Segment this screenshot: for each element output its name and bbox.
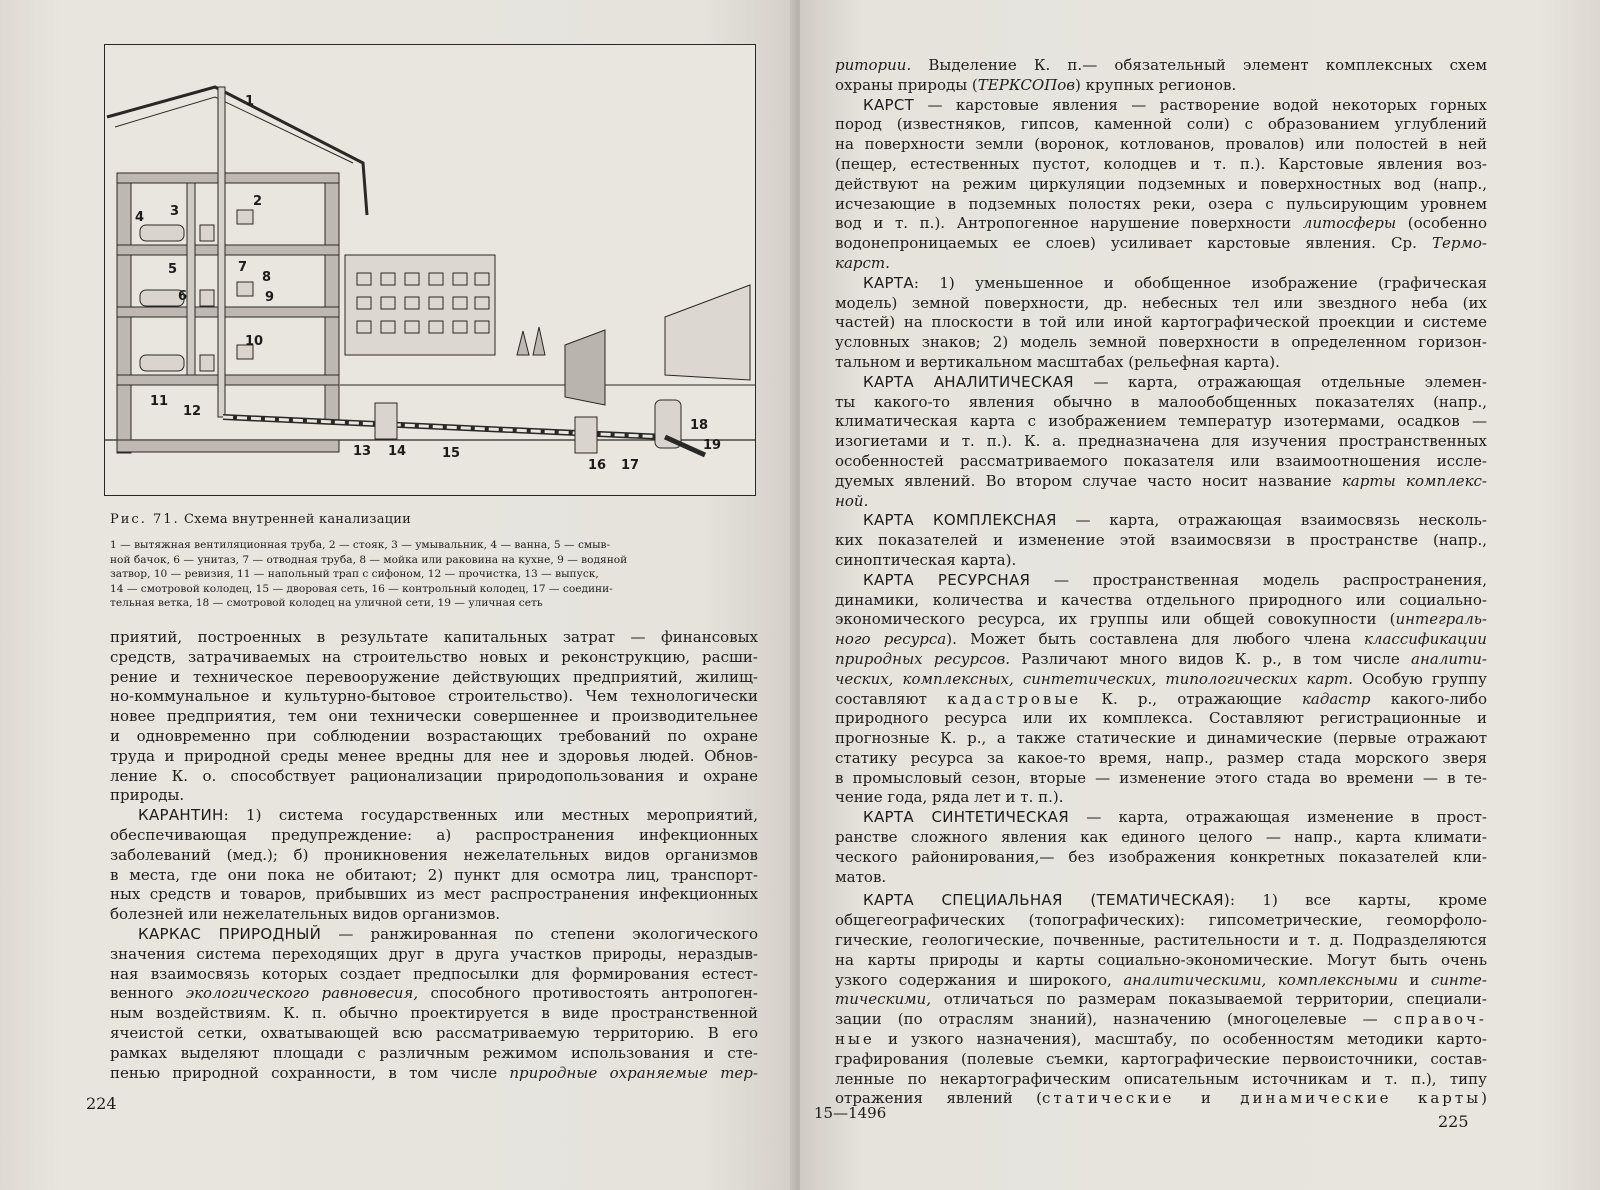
text-fragment: дуемых явлений. Во втором случае часто носит название (835, 471, 1342, 490)
term-link: аналитическими, комплексными (1123, 970, 1398, 989)
term-link: ТЕРКСОПов (977, 75, 1076, 94)
text-line: условных знаков; 2) модель земной поверхности в определенном горизон- (835, 333, 1487, 352)
text-fragment: узкого содержания и широкого, (835, 970, 1124, 989)
legend-line: тельная ветка, 18 — смотровой колодец на уличной сети, 19 — уличная сеть (110, 597, 543, 610)
text-line: общегеографических (топографических): гипсометрические, геоморфоло- (835, 911, 1487, 930)
text-fragment: зации (по отраслям знаний), назначению (многоцелевые — (835, 1010, 1394, 1029)
text-fragment: : 1) уменьшенное и обобщенное изображение (графическая (913, 273, 1487, 292)
spaced-term: кадастровые (947, 689, 1082, 708)
text-fragment: ) (1481, 1089, 1488, 1108)
text-line: ких показателей и изменение этой взаимосвязи в пространстве (напр., (835, 531, 1487, 550)
text-fragment: — карстовые явления — растворение водой некоторых горных (914, 95, 1487, 114)
text-line: — ранжированная по степени экологического (321, 924, 758, 943)
text-fragment: (особенно (1396, 214, 1487, 233)
text-line (835, 214, 1487, 234)
term-karta-kompl: КАРТА КОМПЛЕКСНАЯ (863, 511, 1057, 530)
fig-label-19: 19 (703, 438, 722, 453)
term-karst: КАРСТ (863, 95, 915, 114)
page-number-right: 225 (1438, 1112, 1469, 1131)
text-line: ление К. о. способствует рационализации природопользования и охране (110, 766, 758, 785)
text-line: графирования (полевые съемки, картографические первоисточники, состав- (835, 1049, 1487, 1068)
fig-label-2: 2 (253, 194, 263, 209)
text-line: : 1) система государственных или местных мероприятий, (223, 806, 758, 825)
fig-label-12: 12 (183, 404, 202, 419)
term-link: интеграль- (1395, 610, 1487, 629)
text-line (835, 254, 1487, 274)
text-fragment: Выделение К. п.— обязательный элемент комплексных схем (911, 56, 1487, 74)
text-line: матов. (835, 867, 887, 886)
term-link: синте- (1430, 970, 1487, 989)
entry-karta-sint (835, 808, 1487, 828)
fig-label-1: 1 (245, 94, 255, 109)
sewerage-diagram (104, 44, 756, 496)
text-line: природного ресурса или их комплекса. Составляют регистрационные и (835, 709, 1487, 728)
term-link: карты комплекс- (1341, 471, 1487, 490)
text-line: труда и природной среды менее вредны для нее и здоровья людей. Обнов- (110, 746, 758, 765)
fig-label-10: 10 (245, 334, 264, 349)
fig-label-5: 5 (168, 262, 178, 277)
text-line: на карты природы и карты социально-экономические. Могут быть очень (835, 950, 1487, 969)
text-line: ческого районирования,— без изображения конкретных показателей кли- (835, 847, 1487, 866)
entry-karta-analit (835, 373, 1487, 393)
term-karta-analit: КАРТА АНАЛИТИЧЕСКАЯ (863, 372, 1074, 391)
printer-signature: 15—1496 (814, 1104, 887, 1122)
fig-label-8: 8 (262, 270, 272, 285)
text-fragment: отражения явлений ( (835, 1089, 1043, 1108)
text-line: рамках выделяют площади с различным режимом использования и сте- (110, 1043, 758, 1062)
text-line: значения система переходящих друг в друга участков природы, нераздыв- (110, 944, 758, 963)
term-karta-sint: КАРТА СИНТЕТИЧЕСКАЯ (863, 808, 1069, 827)
fig-label-15: 15 (442, 446, 461, 461)
text-fragment: и узкого назначения), масштабу, по особенностям методики карто- (874, 1030, 1487, 1049)
text-line: но-коммунальное и культурно-бытовое строительство). Чем технологически (110, 687, 758, 706)
text-fragment: — карта, отражающая отдельные элемен- (1073, 372, 1487, 391)
text-line: ячеистой сетки, охватывающей всю рассматриваемую территорию. В его (110, 1023, 758, 1042)
text-fragment: венного (110, 984, 186, 1003)
legend-line: затвор, 10 — ревизия, 11 — напольный трап с сифоном, 12 — прочистка, 13 — выпуск, (110, 568, 599, 581)
text-line: в места, где они пока не обитают; 2) пункт для осмотра лиц, транспорт- (110, 865, 758, 884)
term-karta: КАРТА (863, 273, 914, 292)
term-link: экологического равновесия, (185, 984, 419, 1003)
text-fragment: экономического ресурса, их группы или общей совокупности ( (835, 610, 1396, 629)
caption-prefix: Рис. 71. (110, 512, 180, 527)
text-line (835, 1010, 1487, 1030)
text-line (835, 971, 1487, 991)
term-link: природные охраняемые тер- (509, 1063, 758, 1082)
text-line (835, 56, 1487, 76)
term-link: литосферы (1302, 214, 1397, 233)
term-karantin: КАРАНТИН (138, 806, 224, 825)
term-link: аналити- (1411, 649, 1487, 668)
text-line: болезней или нежелательных видов организмов. (110, 905, 501, 924)
text-line (835, 610, 1487, 630)
text-line (110, 984, 758, 1004)
text-line: исчезающие в подземных полостях реки, озера с пульсирующим уровнем (835, 194, 1487, 213)
text-fragment: способного противостоять антропоген- (418, 984, 758, 1003)
text-line: заболеваний (мед.); б) проникновения нежелательных видов организмов (110, 845, 758, 864)
text-line: ная взаимосвязь которых создает предпосылки для формирования естест- (110, 964, 758, 983)
right-page-text (835, 56, 1487, 1109)
term-link: карст. (835, 253, 890, 272)
fig-label-4: 4 (135, 210, 145, 225)
fig-label-13: 13 (353, 444, 372, 459)
entry-karkas (110, 925, 758, 945)
text-fragment: К. р., отражающие (1081, 689, 1302, 708)
text-line (110, 1064, 758, 1084)
term-link: ного ресурса (835, 630, 947, 649)
text-line: климатическая карта с изображением температур изотермами, осадков — (835, 412, 1487, 431)
figure-legend (110, 538, 755, 611)
term-karta-resurs: КАРТА РЕСУРСНАЯ (863, 570, 1031, 589)
left-page (0, 0, 795, 1190)
text-fragment: — карта, отражающая изменение в прост- (1068, 808, 1487, 827)
term-link: кадастр (1301, 689, 1371, 708)
text-line: ных средств и товаров, прибывших из мест распространения инфекционных (110, 885, 758, 904)
fig-label-17: 17 (621, 458, 640, 473)
text-line: приятий, построенных в результате капитальных затрат — финансовых (110, 628, 758, 646)
term-link: ной. (835, 491, 869, 510)
text-line (835, 234, 1487, 254)
text-fragment: Особую группу (1353, 669, 1487, 688)
text-line: и одновременно при соблюдении возрастающих требований по охране (110, 726, 758, 745)
text-line: гические, геологические, почвенные, растительности и т. д. Подразделяются (835, 931, 1487, 950)
page-number-left: 224 (86, 1094, 117, 1113)
term-link: природных ресурсов. (835, 649, 1011, 668)
fig-label-11: 11 (150, 394, 169, 409)
text-line: особенностей рассматриваемого показателя или взаимоотношения иссле- (835, 451, 1487, 470)
figure-caption (110, 512, 411, 527)
text-line: частей) на плоскости в той или иной картографической проекции и системе (835, 313, 1487, 332)
text-fragment: и (1397, 970, 1431, 989)
term-link: Термо- (1431, 234, 1487, 253)
text-fragment: : 1) все карты, кроме (1230, 891, 1487, 910)
text-fragment: — карта, отражающая взаимосвязь несколь- (1056, 511, 1487, 530)
entry-karta (835, 274, 1487, 294)
legend-line: 1 — вытяжная вентиляционная труба, 2 — стояк, 3 — умывальник, 4 — ванна, 5 — смыв- (110, 539, 611, 551)
text-line (835, 690, 1487, 710)
sewerage-diagram-drawing (105, 45, 755, 495)
term-karta-spec: КАРТА СПЕЦИАЛЬНАЯ (ТЕМАТИЧЕСКАЯ) (863, 891, 1231, 910)
entry-karst (835, 96, 1487, 116)
entry-karantin (110, 806, 758, 826)
text-line: изогиетами и т. п.). К. а. предназначена для изучения пространственных (835, 432, 1487, 451)
text-fragment: Различают много видов К. р., в том числе (1010, 649, 1412, 668)
text-fragment: охраны природы ( (835, 75, 978, 94)
text-fragment: вод и т. п.). Антропогенное нарушение поверхности (835, 214, 1303, 233)
text-line: в промысловый сезон, вторые — изменение этого стада во времени — в те- (835, 768, 1487, 787)
text-line: тальном и вертикальном масштабах (рельефная карта). (835, 352, 1280, 371)
fig-label-7: 7 (238, 260, 248, 275)
text-line (835, 472, 1487, 492)
term-link: классификации (1363, 630, 1487, 649)
text-line: действуют на режим циркуляции подземных и поверхностных вод (напр., (835, 174, 1487, 193)
entry-karta-spec (835, 891, 1487, 911)
text-line: средств, затрачиваемых на строительство новых и реконструкцию, расши- (110, 647, 758, 666)
text-line (835, 990, 1487, 1010)
term-link: ритории. (835, 56, 912, 74)
text-line: ты какого-то явления обычно в малообобщенных показателях (напр., (835, 392, 1487, 411)
text-line (835, 76, 1487, 96)
text-line (835, 670, 1487, 690)
fig-label-14: 14 (388, 444, 407, 459)
entry-karta-kompl (835, 511, 1487, 531)
text-line (835, 650, 1487, 670)
text-line: динамики, количества и качества отдельного природного или социально- (835, 590, 1487, 609)
spaced-term: статические и динамические карты (1042, 1089, 1482, 1108)
fig-label-9: 9 (265, 290, 275, 305)
text-line: синоптическая карта). (835, 550, 1017, 569)
text-fragment: пенью природной сохранности, в том числе (110, 1063, 510, 1082)
text-fragment: какого-либо (1370, 689, 1487, 708)
text-line: чение года, ряда лет и т. п.). (835, 788, 1064, 807)
text-line: на поверхности земли (воронок, котлованов, провалов) или полостей в ней (835, 135, 1487, 154)
text-line: пород (известняков, гипсов, каменной соли) с образованием углублений (835, 115, 1487, 134)
text-line (835, 1030, 1487, 1050)
legend-line: ной бачок, 6 — унитаз, 7 — отводная труба, 8 — мойка или раковина на кухне, 9 — водяной (110, 553, 628, 566)
text-line: рение и техническое перевооружение действующих предприятий, жилищ- (110, 667, 758, 686)
term-link: ческих, комплексных, синтетических, типологических карт. (835, 669, 1354, 688)
legend-line: 14 — смотровой колодец, 15 — дворовая сеть, 16 — контрольный колодец, 17 — соедини- (110, 582, 613, 595)
term-link: тическими, (835, 990, 931, 1009)
text-line: природы. (110, 786, 185, 805)
text-fragment: — пространственная модель распространения, (1030, 570, 1487, 589)
text-fragment: ) крупных регионов. (1075, 75, 1237, 94)
spaced-term: справоч- (1393, 1010, 1487, 1029)
text-fragment: ). Может быть составлена для любого члена (946, 630, 1364, 649)
text-line: ранстве сложного явления как единого целого — напр., карта климати- (835, 828, 1487, 847)
caption-title: Схема внутренней канализации (183, 512, 411, 527)
text-line: обеспечивающая предупреждение: а) распространения инфекционных (110, 825, 758, 844)
fig-label-6: 6 (178, 289, 188, 304)
text-line (835, 1089, 1487, 1109)
entry-karta-resurs (835, 571, 1487, 591)
text-line: прогнозные К. р., а также статические и динамические (первые отражают (835, 729, 1487, 748)
term-karkas: КАРКАС ПРИРОДНЫЙ (138, 924, 322, 943)
right-page (800, 0, 1600, 1190)
text-line: ным воздействиям. К. п. обычно проектируется в виде пространственной (110, 1004, 758, 1023)
text-line: модель) земной поверхности, др. небесных тел или звездного неба (их (835, 293, 1487, 312)
text-line: новее предприятия, тем они технически совершеннее и производительнее (110, 707, 758, 726)
fig-label-16: 16 (588, 458, 607, 473)
text-line: статику ресурса за какое-то время, напр., размер стада морского зверя (835, 748, 1487, 767)
text-fragment: отличаться по размерам показываемой территории, специали- (930, 990, 1487, 1009)
text-fragment: составляют (835, 689, 948, 708)
left-page-text (110, 628, 758, 1083)
text-fragment: водонепроницаемых ее слоев) усиливает карстовые явления. Ср. (835, 234, 1432, 253)
text-line: ленные по некартографическим описательным источникам и т. п.), типу (835, 1069, 1487, 1088)
fig-label-3: 3 (170, 204, 180, 219)
text-line (835, 630, 1487, 650)
text-line: (пещер, естественных пустот, колодцев и т. п.). Карстовые явления воз- (835, 154, 1487, 173)
text-line (835, 492, 1487, 512)
spaced-term: ные (835, 1030, 875, 1049)
fig-label-18: 18 (690, 418, 709, 433)
